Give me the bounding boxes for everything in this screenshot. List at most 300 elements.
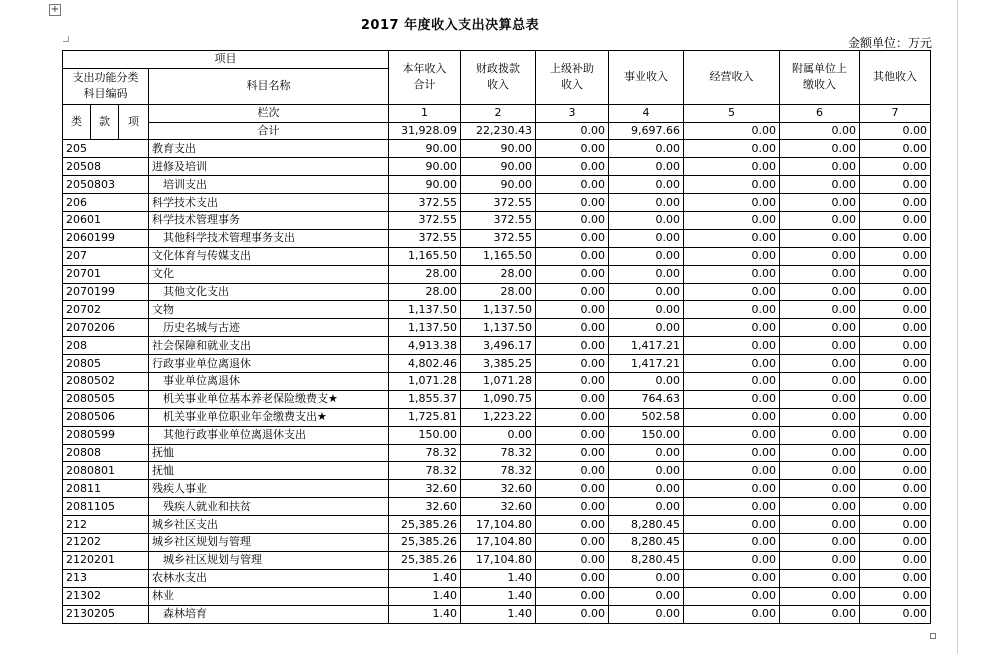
table-row [63,498,931,516]
amount-cell: 0.00 [536,158,609,176]
header-project: 项目 [63,51,389,69]
subject-name-cell: 城乡社区规划与管理 [149,551,389,569]
func-code-cell: 2060199 [63,229,149,247]
table-row [63,265,931,283]
func-code-cell: 21302 [63,587,149,605]
header-lanci: 栏次 [149,104,389,122]
amount-cell: 0.00 [609,194,684,212]
subject-name-cell: 其他文化支出 [149,283,389,301]
header-operating: 经营收入 [684,51,780,105]
amount-cell: 0.00 [461,426,536,444]
amount-cell: 0.00 [780,551,860,569]
amount-cell: 0.00 [860,373,931,391]
amount-cell: 0.00 [860,587,931,605]
amount-cell: 0.00 [860,229,931,247]
amount-cell: 372.55 [461,194,536,212]
amount-cell: 0.00 [860,194,931,212]
table-row [63,390,931,408]
amount-cell: 0.00 [860,283,931,301]
subject-name-cell: 城乡社区规划与管理 [149,534,389,552]
amount-cell: 0.00 [684,229,780,247]
func-code-cell: 212 [63,516,149,534]
amount-cell: 0.00 [536,301,609,319]
amount-cell: 0.00 [780,194,860,212]
report-title: 2017 年度收入支出决算总表 [360,18,540,33]
amount-cell: 0.00 [609,140,684,158]
amount-cell: 0.00 [684,265,780,283]
amount-cell: 0.00 [780,319,860,337]
subject-name-cell: 文化 [149,265,389,283]
header-func-code: 支出功能分类科目编码 [63,68,149,104]
amount-cell: 0.00 [684,373,780,391]
amount-cell: 3,496.17 [461,337,536,355]
amount-cell: 0.00 [536,498,609,516]
amount-cell: 4,802.46 [389,355,461,373]
amount-cell: 0.00 [780,265,860,283]
amount-cell: 0.00 [609,373,684,391]
func-code-cell: 2130205 [63,605,149,623]
total-value: 0.00 [780,122,860,140]
amount-cell: 1,165.50 [461,247,536,265]
amount-cell: 17,104.80 [461,534,536,552]
amount-cell: 3,385.25 [461,355,536,373]
amount-cell: 0.00 [780,212,860,230]
subject-name-cell: 进修及培训 [149,158,389,176]
func-code-cell: 2080505 [63,390,149,408]
amount-cell: 0.00 [609,480,684,498]
total-value: 0.00 [536,122,609,140]
amount-cell: 78.32 [389,462,461,480]
amount-cell: 0.00 [860,319,931,337]
func-code-cell: 21202 [63,534,149,552]
amount-cell: 0.00 [536,212,609,230]
func-code-cell: 2080506 [63,408,149,426]
func-code-cell: 20811 [63,480,149,498]
header-xiang: 项 [119,104,149,140]
subject-name-cell: 抚恤 [149,462,389,480]
amount-cell: 90.00 [389,140,461,158]
amount-cell: 0.00 [536,480,609,498]
amount-cell: 0.00 [860,408,931,426]
amount-cell: 1,137.50 [389,301,461,319]
table-row [63,408,931,426]
amount-cell: 0.00 [684,301,780,319]
func-code-cell: 205 [63,140,149,158]
amount-cell: 1,223.22 [461,408,536,426]
subject-name-cell: 残疾人事业 [149,480,389,498]
subject-name-cell: 事业单位离退休 [149,373,389,391]
table-row [63,194,931,212]
amount-cell: 0.00 [860,462,931,480]
func-code-cell: 20805 [63,355,149,373]
amount-cell: 0.00 [860,498,931,516]
amount-cell: 0.00 [536,605,609,623]
amount-cell: 0.00 [780,390,860,408]
table-row [63,569,931,587]
amount-cell: 0.00 [860,605,931,623]
amount-cell: 0.00 [684,212,780,230]
subject-name-cell: 社会保障和就业支出 [149,337,389,355]
table-row [63,480,931,498]
text-boundary-corner [63,36,69,42]
amount-cell: 372.55 [389,194,461,212]
amount-cell: 0.00 [609,605,684,623]
amount-cell: 150.00 [389,426,461,444]
amount-cell: 0.00 [536,265,609,283]
col-num: 3 [536,104,609,122]
amount-cell: 32.60 [461,480,536,498]
amount-cell: 0.00 [780,176,860,194]
amount-cell: 0.00 [536,551,609,569]
col-num: 1 [389,104,461,122]
amount-cell: 17,104.80 [461,551,536,569]
func-code-cell: 2080599 [63,426,149,444]
amount-cell: 17,104.80 [461,516,536,534]
amount-cell: 0.00 [780,283,860,301]
amount-cell: 0.00 [684,605,780,623]
table-row [63,319,931,337]
total-value: 31,928.09 [389,122,461,140]
amount-cell: 0.00 [780,140,860,158]
amount-cell: 0.00 [609,247,684,265]
amount-cell: 1.40 [389,569,461,587]
amount-cell: 8,280.45 [609,516,684,534]
amount-cell: 28.00 [389,265,461,283]
income-expenditure-table [62,50,931,624]
amount-cell: 0.00 [780,516,860,534]
amount-cell: 0.00 [536,355,609,373]
amount-cell: 0.00 [780,480,860,498]
amount-cell: 0.00 [684,498,780,516]
amount-cell: 0.00 [780,462,860,480]
amount-cell: 1.40 [389,587,461,605]
amount-cell: 0.00 [609,444,684,462]
amount-cell: 0.00 [780,498,860,516]
amount-cell: 0.00 [684,319,780,337]
amount-cell: 1.40 [461,587,536,605]
func-code-cell: 2080801 [63,462,149,480]
table-row [63,426,931,444]
subject-name-cell: 抚恤 [149,444,389,462]
amount-cell: 90.00 [461,140,536,158]
amount-cell: 0.00 [684,140,780,158]
table-row [63,551,931,569]
amount-cell: 0.00 [684,462,780,480]
total-value: 22,230.43 [461,122,536,140]
func-code-cell: 2081105 [63,498,149,516]
amount-cell: 0.00 [780,247,860,265]
table-move-handle-icon[interactable]: + [50,4,60,15]
amount-cell: 0.00 [860,158,931,176]
amount-unit-label: 金额单位：万元 [847,36,932,50]
table-row [63,337,931,355]
amount-cell: 78.32 [461,462,536,480]
amount-cell: 0.00 [684,355,780,373]
subject-name-cell: 科学技术支出 [149,194,389,212]
amount-cell: 0.00 [684,426,780,444]
header-total-income: 本年收入合计 [389,51,461,105]
amount-cell: 32.60 [389,480,461,498]
subject-name-cell: 历史名城与古迹 [149,319,389,337]
amount-cell: 0.00 [684,569,780,587]
func-code-cell: 2070206 [63,319,149,337]
func-code-cell: 20702 [63,301,149,319]
func-code-cell: 2080502 [63,373,149,391]
amount-cell: 0.00 [684,337,780,355]
table-row [63,212,931,230]
amount-cell: 0.00 [860,480,931,498]
amount-cell: 0.00 [860,516,931,534]
func-code-cell: 208 [63,337,149,355]
header-other: 其他收入 [860,51,931,105]
page-edge [957,0,958,654]
amount-cell: 25,385.26 [389,534,461,552]
amount-cell: 0.00 [609,462,684,480]
amount-cell: 1,090.75 [461,390,536,408]
amount-cell: 1,725.81 [389,408,461,426]
header-lei: 类 [63,104,91,140]
amount-cell: 1,855.37 [389,390,461,408]
amount-cell: 0.00 [536,373,609,391]
amount-cell: 0.00 [536,176,609,194]
amount-cell: 1,417.21 [609,337,684,355]
table-row [63,176,931,194]
table-row [63,444,931,462]
amount-cell: 4,913.38 [389,337,461,355]
table-row [63,587,931,605]
header-superior: 上级补助收入 [536,51,609,105]
table-row [63,534,931,552]
amount-cell: 1.40 [461,569,536,587]
amount-cell: 0.00 [780,373,860,391]
amount-cell: 90.00 [389,158,461,176]
table-row [63,516,931,534]
amount-cell: 0.00 [860,301,931,319]
subject-name-cell: 机关事业单位职业年金缴费支出★ [149,408,389,426]
amount-cell: 0.00 [536,194,609,212]
table-row [63,605,931,623]
amount-cell: 0.00 [860,390,931,408]
amount-cell: 0.00 [860,212,931,230]
table-row [63,140,931,158]
header-fiscal: 财政拨款收入 [461,51,536,105]
amount-cell: 0.00 [780,355,860,373]
amount-cell: 32.60 [461,498,536,516]
table-row [63,373,931,391]
total-value: 9,697.66 [609,122,684,140]
amount-cell: 0.00 [536,140,609,158]
amount-cell: 372.55 [461,229,536,247]
amount-cell: 0.00 [536,516,609,534]
amount-cell: 1.40 [389,605,461,623]
amount-cell: 0.00 [609,301,684,319]
amount-cell: 0.00 [780,444,860,462]
amount-cell: 0.00 [609,283,684,301]
amount-cell: 372.55 [389,229,461,247]
amount-cell: 1,137.50 [461,319,536,337]
subject-name-cell: 农林水支出 [149,569,389,587]
amount-cell: 372.55 [389,212,461,230]
amount-cell: 0.00 [684,534,780,552]
amount-cell: 0.00 [684,158,780,176]
amount-cell: 90.00 [461,176,536,194]
amount-cell: 0.00 [536,283,609,301]
amount-cell: 0.00 [780,605,860,623]
amount-cell: 0.00 [860,444,931,462]
amount-cell: 0.00 [609,569,684,587]
amount-cell: 0.00 [536,569,609,587]
func-code-cell: 2120201 [63,551,149,569]
subject-name-cell: 科学技术管理事务 [149,212,389,230]
subject-name-cell: 城乡社区支出 [149,516,389,534]
amount-cell: 0.00 [684,551,780,569]
amount-cell: 0.00 [780,337,860,355]
subject-name-cell: 其他行政事业单位离退休支出 [149,426,389,444]
amount-cell: 0.00 [536,534,609,552]
table-row [63,462,931,480]
amount-cell: 0.00 [684,480,780,498]
subject-name-cell: 文物 [149,301,389,319]
amount-cell: 0.00 [536,587,609,605]
amount-cell: 0.00 [860,140,931,158]
table-row [63,158,931,176]
amount-cell: 0.00 [860,247,931,265]
amount-cell: 0.00 [860,265,931,283]
amount-cell: 0.00 [780,569,860,587]
amount-cell: 1,071.28 [461,373,536,391]
col-num: 7 [860,104,931,122]
func-code-cell: 213 [63,569,149,587]
amount-cell: 0.00 [609,212,684,230]
amount-cell: 0.00 [536,319,609,337]
subject-name-cell: 林业 [149,587,389,605]
amount-cell: 0.00 [536,426,609,444]
amount-cell: 502.58 [609,408,684,426]
func-code-cell: 20601 [63,212,149,230]
amount-cell: 0.00 [536,337,609,355]
amount-cell: 0.00 [536,229,609,247]
amount-cell: 0.00 [536,390,609,408]
col-num: 5 [684,104,780,122]
total-value: 0.00 [860,122,931,140]
amount-cell: 0.00 [609,587,684,605]
subject-name-cell: 其他科学技术管理事务支出 [149,229,389,247]
amount-cell: 0.00 [609,229,684,247]
subject-name-cell: 行政事业单位离退休 [149,355,389,373]
total-label: 合计 [149,122,389,140]
amount-cell: 0.00 [780,229,860,247]
amount-cell: 372.55 [461,212,536,230]
subject-name-cell: 机关事业单位基本养老保险缴费支★ [149,390,389,408]
amount-cell: 25,385.26 [389,516,461,534]
amount-cell: 1,137.50 [389,319,461,337]
amount-cell: 0.00 [536,444,609,462]
amount-cell: 0.00 [780,426,860,444]
amount-cell: 0.00 [684,247,780,265]
amount-cell: 0.00 [684,194,780,212]
subject-name-cell: 残疾人就业和扶贫 [149,498,389,516]
amount-cell: 90.00 [389,176,461,194]
header-subject-name: 科目名称 [149,68,389,104]
amount-cell: 0.00 [860,551,931,569]
amount-cell: 0.00 [536,408,609,426]
amount-cell: 0.00 [684,283,780,301]
amount-cell: 32.60 [389,498,461,516]
header-affiliated: 附属单位上缴收入 [780,51,860,105]
col-num: 6 [780,104,860,122]
amount-cell: 0.00 [780,408,860,426]
amount-cell: 0.00 [684,587,780,605]
func-code-cell: 2070199 [63,283,149,301]
amount-cell: 1,165.50 [389,247,461,265]
amount-cell: 78.32 [389,444,461,462]
amount-cell: 150.00 [609,426,684,444]
amount-cell: 0.00 [684,516,780,534]
amount-cell: 764.63 [609,390,684,408]
col-num: 4 [609,104,684,122]
table-row [63,301,931,319]
table-row [63,229,931,247]
amount-cell: 1,137.50 [461,301,536,319]
amount-cell: 0.00 [780,587,860,605]
func-code-cell: 20808 [63,444,149,462]
amount-cell: 0.00 [609,498,684,516]
amount-cell: 28.00 [389,283,461,301]
amount-cell: 0.00 [684,390,780,408]
amount-cell: 0.00 [860,176,931,194]
amount-cell: 0.00 [860,534,931,552]
amount-cell: 0.00 [684,444,780,462]
amount-cell: 0.00 [536,247,609,265]
amount-cell: 0.00 [536,462,609,480]
subject-name-cell: 文化体育与传媒支出 [149,247,389,265]
func-code-cell: 206 [63,194,149,212]
table-row [63,283,931,301]
total-value: 0.00 [684,122,780,140]
func-code-cell: 20701 [63,265,149,283]
amount-cell: 0.00 [609,176,684,194]
amount-cell: 1,417.21 [609,355,684,373]
amount-cell: 0.00 [780,534,860,552]
page-end-marker [930,633,936,639]
amount-cell: 8,280.45 [609,551,684,569]
amount-cell: 28.00 [461,283,536,301]
table-row [63,355,931,373]
amount-cell: 0.00 [860,337,931,355]
amount-cell: 0.00 [780,158,860,176]
subject-name-cell: 培训支出 [149,176,389,194]
func-code-cell: 2050803 [63,176,149,194]
amount-cell: 0.00 [684,176,780,194]
amount-cell: 0.00 [609,158,684,176]
header-kuan: 款 [91,104,119,140]
header-business: 事业收入 [609,51,684,105]
col-num: 2 [461,104,536,122]
amount-cell: 0.00 [860,426,931,444]
amount-cell: 90.00 [461,158,536,176]
table-row [63,247,931,265]
amount-cell: 78.32 [461,444,536,462]
amount-cell: 8,280.45 [609,534,684,552]
amount-cell: 1,071.28 [389,373,461,391]
amount-cell: 25,385.26 [389,551,461,569]
amount-cell: 0.00 [780,301,860,319]
subject-name-cell: 森林培育 [149,605,389,623]
amount-cell: 0.00 [860,569,931,587]
func-code-cell: 207 [63,247,149,265]
amount-cell: 0.00 [609,319,684,337]
amount-cell: 28.00 [461,265,536,283]
